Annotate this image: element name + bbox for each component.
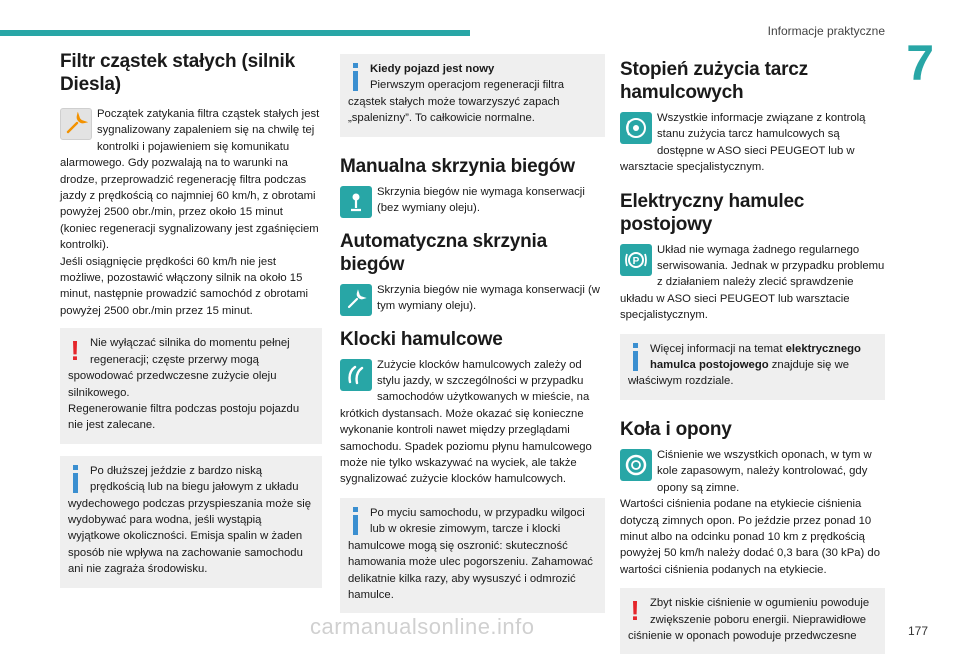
svg-text:P: P [632,255,640,267]
epb-info-bold: elektrycznego hamulca postojowego [650,342,861,372]
column-3 [620,58,885,654]
dpf-paragraph [60,106,322,319]
info-icon [346,507,364,537]
epb-info-box [620,334,885,400]
exclamation-warning-icon: ! [70,335,80,367]
tyres-warning-box [620,588,885,654]
auto-gearbox-body: Skrzynia biegów nie wymaga konserwacji (w tym wymiany oleju). [377,283,600,313]
new-vehicle-info-title: Kiedy pojazd jest nowy [370,63,495,75]
column-1 [60,50,322,588]
chapter-number: 7 [906,35,934,91]
brake-pads-paragraph [340,357,605,488]
tyres-body: Ciśnienie we wszystkich oponach, w tym w kole zapasowym, należy kontrolować, gdy opony są zimne. [657,448,872,494]
tyres-warning-text: Zbyt niskie ciśnienie w ogumieniu powoduje zwiększenie poboru energii. Nieprawidłowe ciśnienie w oponach powoduje przedwczesne [628,597,870,642]
dpf-warning-text-2: Regenerowanie filtra podczas postoju pojazdu nie jest zalecane. [68,402,300,432]
new-vehicle-info-box [340,54,605,137]
epb-info-pre: Więcej informacji na temat [650,342,786,355]
column-2 [340,54,605,613]
dpf-body: Początek zatykania filtra cząstek stałych jest sygnalizowany zapaleniem się na chwilę tej kontrolki i pojawieniem się komunikatu alarmowego. Gdy pozwalają na to warunki na drodze, przeprowadzić regenerację filtra podczas jazdy z prędkością co najmniej 60 km/h, z obrotami powyżej 2500 obr./min, przez około 15 minut (koniec regeneracji sygnalizowany jest zgaśnięciem kontrolki). [60,108,320,252]
header-accent-bar [0,30,470,36]
dpf-info-text: Po dłuższej jeździe z bardzo niską prędkością lub na biegu jałowym z układu wydechowego podczas przyspieszania może się wydobywać para wodna, jeśli wystąpią wyjątkowe okoliczności. Emisja spalin w żaden sposób nie wpływa na zachowanie samochodu ani nie zagraża środowisku. [68,464,312,576]
info-icon [346,63,364,93]
brake-pads-body: Zużycie klocków hamulcowych zależy od stylu jazdy, w szczególności w przypadku samochodów użytkowanych w mieście, na krótkich dystansach. Może okazać się konieczne wykonanie kontroli nawet między przeglądami samochodu. Spadek poziomu płynu hamulcowego może nie tylko wskazywać na wyciek, ale także sygnalizować zużycie klocków hamulcowych. [340,358,592,486]
auto-gearbox-paragraph [340,282,605,315]
dpf-info-box [60,456,322,588]
page-number: 177 [907,624,928,638]
brake-discs-body: Wszystkie informacje związane z kontrolą stanu zużycia tarcz hamulcowych są dostępne w ASO sieci PEUGEOT lub w warsztacie specjalistycznym. [620,112,866,174]
dpf-body-2: Jeśli osiągnięcie prędkości 60 km/h nie jest możliwe, pozostawić włączony silnik na około 15 minut, następnie prowadzić samochód z obrotami powyżej 2500 obr./min przez 15 minut. [60,255,309,317]
epb-info-post: znajduje się we właściwym rozdziale. [628,359,850,388]
tyre-icon [620,449,652,481]
manual-gearbox-paragraph [340,184,605,217]
manual-gearbox-body: Skrzynia biegów nie wymaga konserwacji (bez wymiany oleju). [377,185,585,215]
watermark: carmanualsonline.info [310,614,535,639]
tyres-paragraph [620,447,885,578]
manual-gearbox-heading: Manualna skrzynia biegów [340,155,575,177]
brake-discs-paragraph [620,110,885,176]
auto-gearbox-heading: Automatyczna skrzynia biegów [340,230,547,275]
parking-brake-icon [620,244,652,276]
new-vehicle-info-body: Pierwszym operacjom regeneracji filtra cząstek stałych może towarzyszyć zapach „spalenizny”. To całkowicie normalne. [348,79,564,125]
info-icon [66,465,84,495]
exclamation-warning-icon: ! [630,595,640,627]
epb-paragraph [620,242,885,324]
brake-pad-icon [340,359,372,391]
brake-pads-info-box [340,498,605,613]
tyres-body-2: Wartości ciśnienia podane na etykiecie ciśnienia dotyczą zimnych opon. Po jeździe przez ponad 10 minut albo na odcinku ponad 10 km z prędkością powyżej 50 km/h należy dodać 0,3 bara (30 kPa) do wartości ciśnienia podanych na etykiecie. [620,498,880,576]
wrench-icon [340,284,372,316]
epb-heading: Elektryczny hamulec postojowy [620,190,805,235]
brake-disc-icon [620,112,652,144]
brake-pads-heading: Klocki hamulcowe [340,328,503,350]
epb-body: Układ nie wymaga żadnego regularnego serwisowania. Jednak w przypadku problemu z działaniem należy zlecić sprawdzenie układu w ASO sieci PEUGEOT lub warsztacie specjalistycznym. [620,243,885,322]
wrench-warning-icon [60,108,92,140]
brake-pads-info-text: Po myciu samochodu, w przypadku wilgoci lub w okresie zimowym, tarcze i klocki hamulcowe mogą się oszronić: skuteczność hamowania może ulec pogorszeniu. Zahamować delikatnie kilka razy, aby wysuszyć i odmrozić hamulce. [348,506,593,601]
info-icon [626,343,644,373]
dpf-heading: Filtr cząstek stałych (silnik Diesla) [60,51,295,95]
dpf-warning-box [60,328,322,443]
dpf-warning-text: Nie wyłączać silnika do momentu pełnej regeneracji; częste przerwy mogą spowodować przedwczesne zużycie oleju silnikowego. [68,337,290,399]
brake-discs-heading: Stopień zużycia tarcz hamulcowych [620,59,808,103]
gear-stick-icon [340,186,372,218]
section-title: Informacje praktyczne [767,24,885,38]
tyres-heading: Koła i opony [620,418,732,440]
